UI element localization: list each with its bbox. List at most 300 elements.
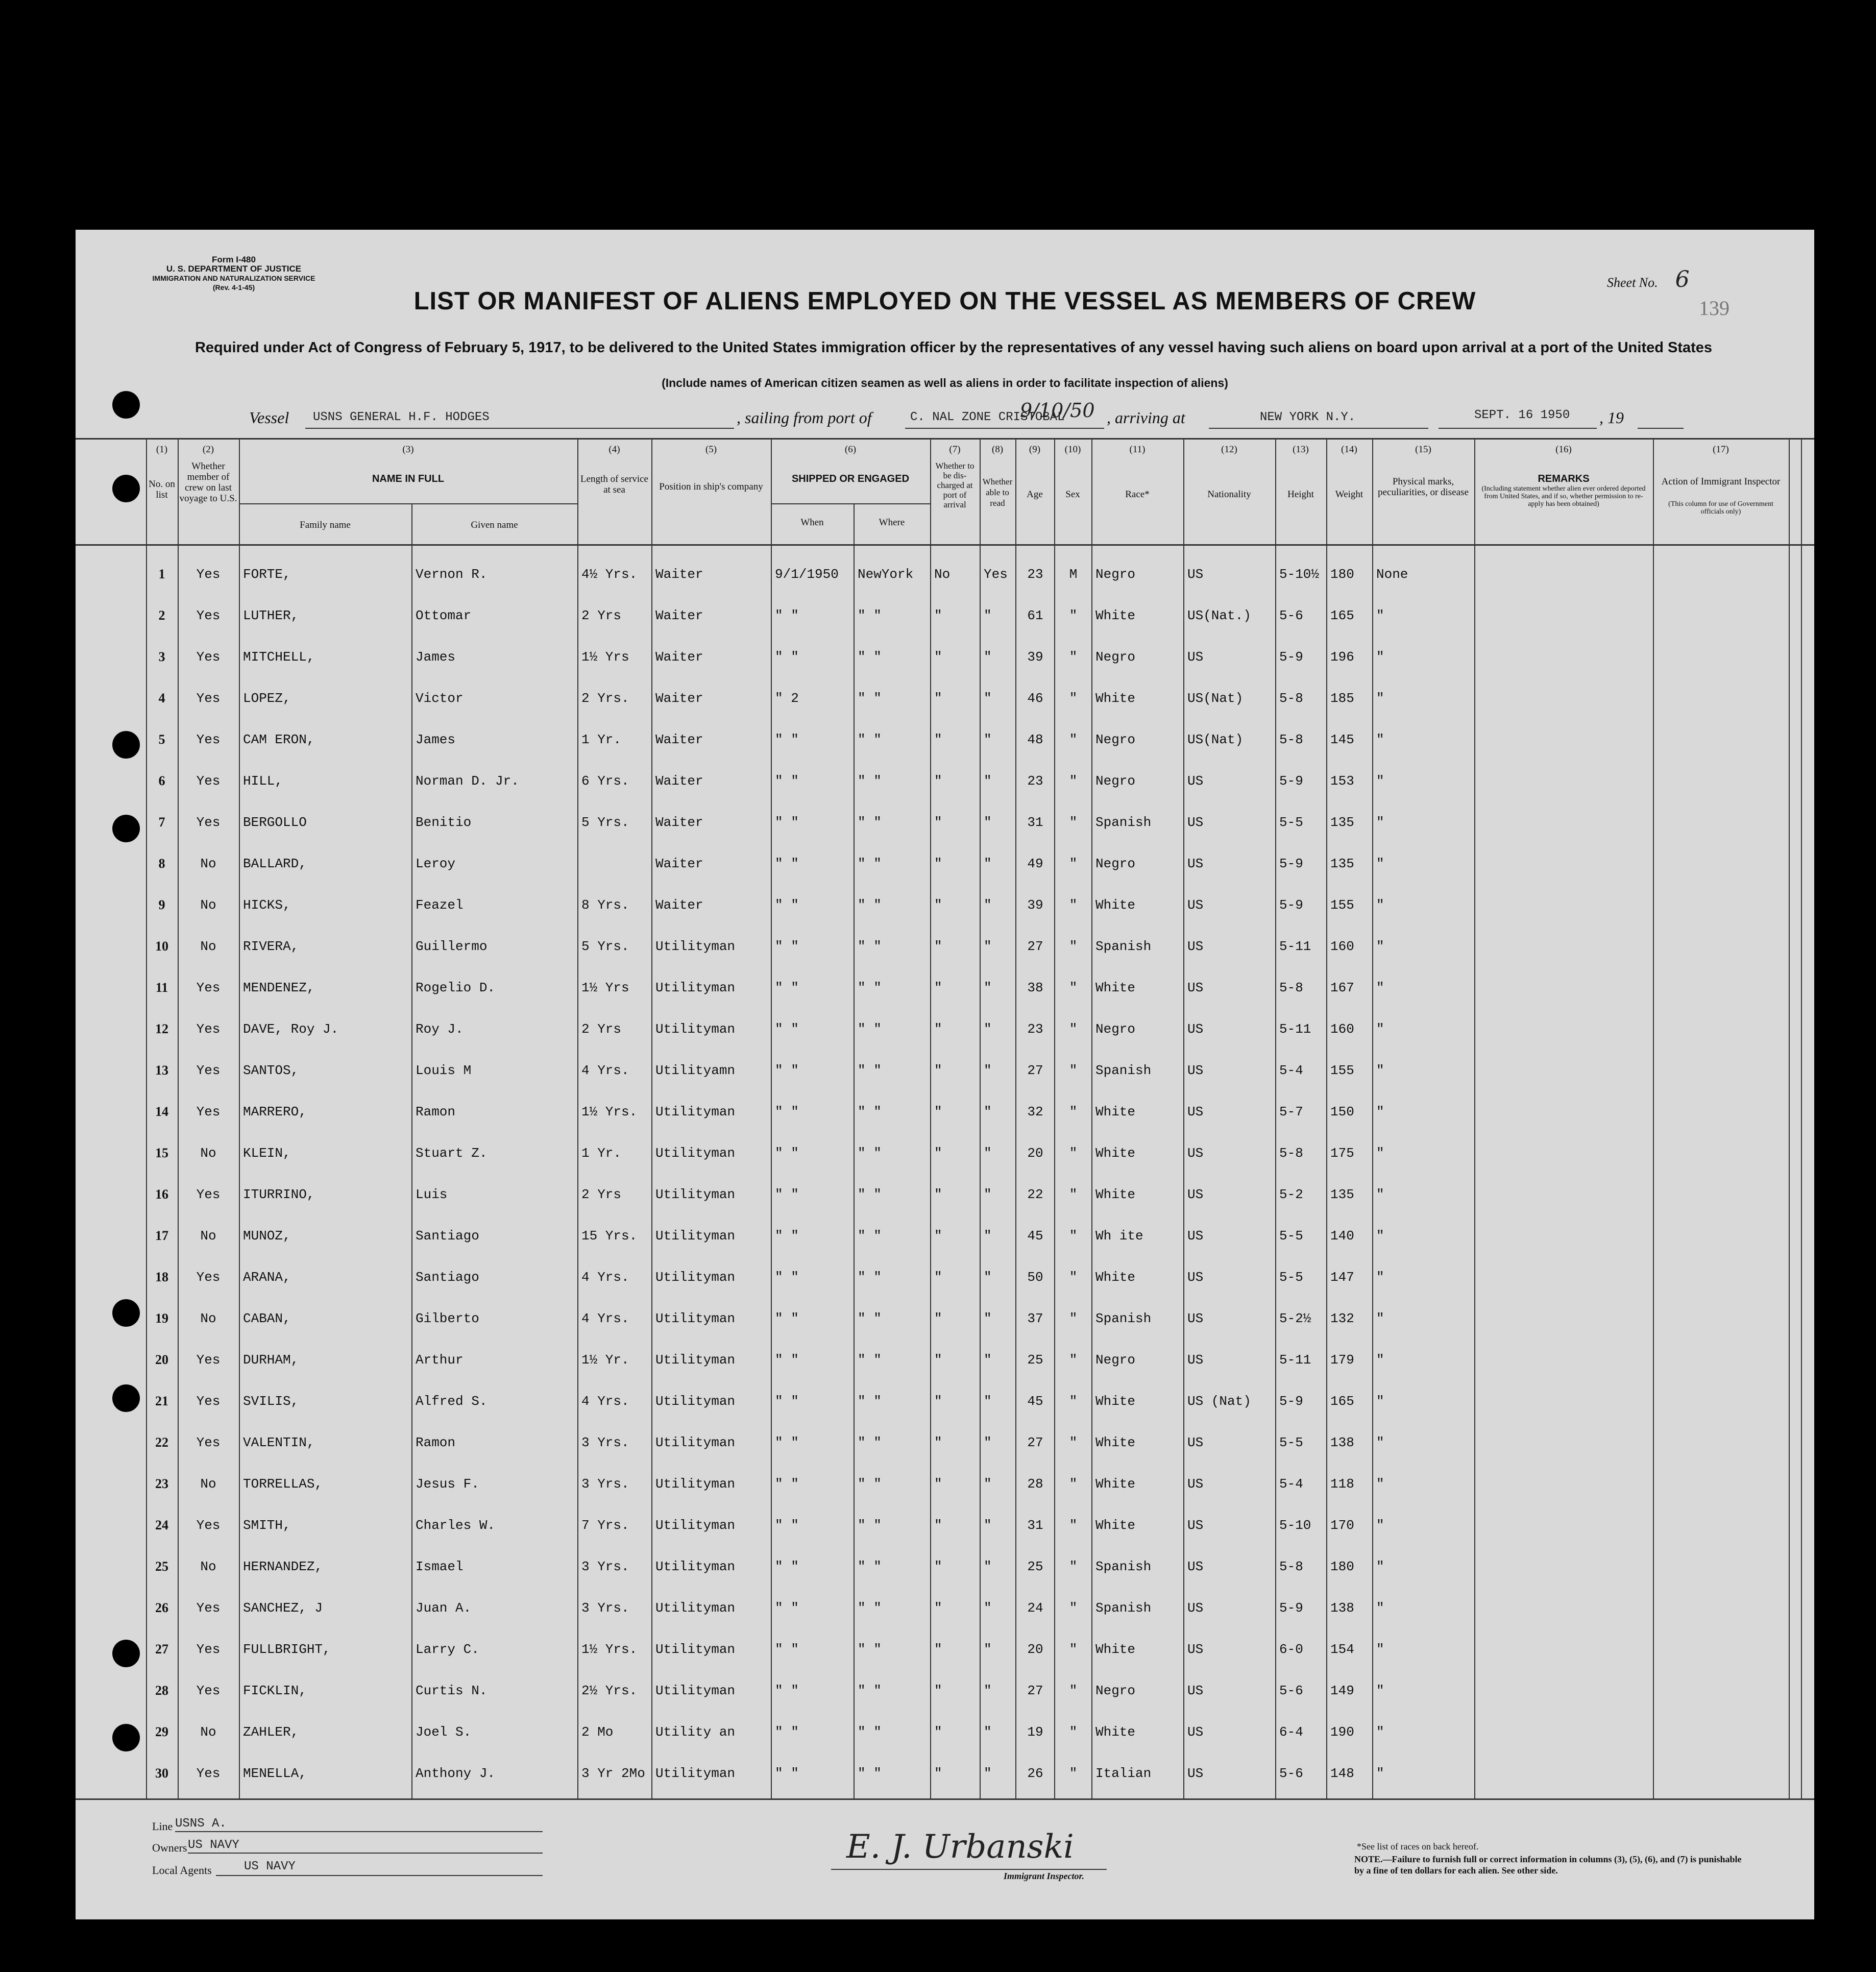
cell-marks: " <box>1376 1063 1384 1078</box>
cell-height: 5-6 <box>1279 1766 1303 1781</box>
cell-family: CAM ERON, <box>243 732 315 747</box>
cell-read: " <box>984 649 992 665</box>
cell-family: ITURRINO, <box>243 1187 315 1202</box>
cell-read: " <box>984 1559 992 1574</box>
cell-read: " <box>984 1435 992 1450</box>
sheet-number: 6 <box>1675 266 1690 293</box>
cell-sex: " <box>1069 1476 1078 1492</box>
cell-sex: " <box>1069 1642 1078 1657</box>
cell-disch: " <box>934 1642 942 1657</box>
cell-where: " " <box>858 732 882 747</box>
cell-when: " " <box>775 1352 799 1368</box>
cell-no: 26 <box>155 1600 168 1615</box>
cell-marks: " <box>1376 1683 1384 1698</box>
cell-disch: " <box>934 1476 942 1492</box>
cell-where: " " <box>858 773 882 789</box>
cell-height: 5-7 <box>1279 1104 1303 1119</box>
table-row <box>76 1589 1814 1630</box>
cell-read: " <box>984 1311 992 1326</box>
cell-sex: " <box>1069 897 1078 913</box>
table-row <box>76 845 1814 886</box>
cell-read: " <box>984 1476 992 1492</box>
cell-sex: " <box>1069 1228 1078 1244</box>
cell-read: " <box>984 1724 992 1740</box>
cell-no: 2 <box>158 608 165 623</box>
cell-nat: US <box>1187 567 1204 582</box>
cell-disch: " <box>934 1146 942 1161</box>
cell-height: 5-8 <box>1279 980 1303 995</box>
cell-sex: M <box>1069 567 1078 582</box>
cell-race: Spanish <box>1095 939 1152 954</box>
cell-height: 5-11 <box>1279 939 1311 954</box>
cell-prev: Yes <box>196 1394 221 1409</box>
header-c3b: Given name <box>471 520 518 530</box>
table-row <box>76 1134 1814 1176</box>
cell-weight: 165 <box>1330 608 1354 623</box>
cell-position: Utilityman <box>655 1146 736 1161</box>
cell-service: 4 Yrs. <box>581 1270 629 1285</box>
cell-when: " " <box>775 1559 799 1574</box>
cell-prev: No <box>200 897 216 913</box>
cell-prev: Yes <box>196 815 221 830</box>
cell-prev: Yes <box>196 1435 221 1450</box>
cell-race: Spanish <box>1095 1063 1152 1078</box>
cell-marks: " <box>1376 897 1384 913</box>
table-row <box>76 1258 1814 1300</box>
cell-disch: " <box>934 1104 942 1119</box>
cell-service: 4 Yrs. <box>581 1063 629 1078</box>
cell-disch: " <box>934 1394 942 1409</box>
table-row <box>76 1630 1814 1672</box>
cell-given: Roy J. <box>416 1021 464 1037</box>
table-row <box>76 1093 1814 1134</box>
cell-family: SANCHEZ, J <box>243 1600 323 1616</box>
inspector-signature: E. J. Urbanski <box>846 1828 1074 1866</box>
cell-service: 2 Yrs <box>581 608 622 623</box>
cell-race: Italian <box>1095 1766 1152 1781</box>
cell-family: SMITH, <box>243 1518 291 1533</box>
cell-marks: " <box>1376 1724 1384 1740</box>
cell-service: 3 Yrs. <box>581 1476 629 1492</box>
cell-height: 5-11 <box>1279 1352 1311 1368</box>
races-note: *See list of races on back hereof. <box>1357 1841 1479 1852</box>
header-c2: Whether member of crew on last voyage to U.S. <box>179 461 237 504</box>
arrival-date: SEPT. 16 1950 <box>1474 408 1570 422</box>
cell-given: James <box>416 649 456 665</box>
cell-nat: US (Nat) <box>1187 1394 1251 1409</box>
cell-nat: US <box>1187 1642 1204 1657</box>
cell-where: " " <box>858 1724 882 1740</box>
agents-label: Local Agents <box>152 1864 212 1877</box>
cell-read: " <box>984 1021 992 1037</box>
cell-family: MENELLA, <box>243 1766 307 1781</box>
cell-when: " " <box>775 1642 799 1657</box>
cell-when: " " <box>775 1435 799 1450</box>
cell-no: 9 <box>158 897 165 912</box>
cell-service: 3 Yrs. <box>581 1600 629 1616</box>
cell-no: 19 <box>155 1311 168 1326</box>
cell-no: 15 <box>155 1146 168 1160</box>
cell-prev: No <box>200 939 216 954</box>
cell-race: White <box>1095 691 1136 706</box>
cell-prev: No <box>200 1559 216 1574</box>
cell-read: " <box>984 1063 992 1078</box>
cell-race: White <box>1095 1104 1136 1119</box>
column-number: (8) <box>991 444 1004 455</box>
cell-where: NewYork <box>858 567 914 582</box>
cell-position: Utilityman <box>655 939 736 954</box>
cell-age: 31 <box>1027 1518 1043 1533</box>
cell-read: " <box>984 1270 992 1285</box>
cell-age: 38 <box>1027 980 1043 995</box>
cell-prev: Yes <box>196 773 221 789</box>
cell-nat: US <box>1187 1518 1204 1533</box>
header-c3: NAME IN FULL <box>372 473 445 484</box>
cell-family: MARRERO, <box>243 1104 307 1119</box>
cell-no: 5 <box>158 732 165 747</box>
cell-sex: " <box>1069 939 1078 954</box>
cell-nat: US <box>1187 1146 1204 1161</box>
cell-family: VALENTIN, <box>243 1435 315 1450</box>
cell-where: " " <box>858 691 882 706</box>
arrival-port: NEW YORK N.Y. <box>1260 410 1356 424</box>
cell-given: Arthur <box>416 1352 464 1368</box>
cell-nat: US <box>1187 1270 1204 1285</box>
cell-weight: 175 <box>1330 1146 1354 1161</box>
cell-family: HERNANDEZ, <box>243 1559 323 1574</box>
cell-disch: " <box>934 1228 942 1244</box>
cell-position: Waiter <box>655 856 703 871</box>
cell-family: MENDENEZ, <box>243 980 315 995</box>
cell-family: BERGOLLO <box>243 815 307 830</box>
cell-sex: " <box>1069 608 1078 623</box>
cell-given: Alfred S. <box>416 1394 488 1409</box>
cell-weight: 155 <box>1330 897 1354 913</box>
cell-given: Curtis N. <box>416 1683 488 1698</box>
cell-read: " <box>984 1766 992 1781</box>
cell-no: 16 <box>155 1187 168 1202</box>
column-number: (17) <box>1713 444 1729 455</box>
cell-sex: " <box>1069 732 1078 747</box>
cell-read: " <box>984 1642 992 1657</box>
cell-sex: " <box>1069 1146 1078 1161</box>
column-number: (3) <box>402 444 414 455</box>
cell-age: 23 <box>1027 567 1043 582</box>
cell-race: Negro <box>1095 567 1136 582</box>
cell-nat: US(Nat) <box>1187 732 1244 747</box>
cell-read: " <box>984 1518 992 1533</box>
table-row <box>76 679 1814 721</box>
cell-position: Waiter <box>655 649 703 665</box>
table-row <box>76 1672 1814 1713</box>
cell-when: " " <box>775 1476 799 1492</box>
cell-position: Utilityman <box>655 1228 736 1244</box>
cell-sex: " <box>1069 1187 1078 1202</box>
cell-prev: Yes <box>196 1683 221 1698</box>
cell-prev: Yes <box>196 1600 221 1616</box>
page-subtitle: Required under Act of Congress of February 5, 1917, to be delivered to the United States immigration officer by the representatives of any vessel having such aliens on board upon arrival at a port of the United States <box>194 339 1713 356</box>
vessel-name: USNS GENERAL H.F. HODGES <box>313 410 490 424</box>
cell-no: 23 <box>155 1476 168 1491</box>
cell-sex: " <box>1069 1435 1078 1450</box>
cell-race: White <box>1095 1724 1136 1740</box>
header-c9: Age <box>1027 489 1043 500</box>
cell-prev: No <box>200 856 216 871</box>
cell-age: 25 <box>1027 1352 1043 1368</box>
cell-when: " " <box>775 1021 799 1037</box>
cell-marks: " <box>1376 1352 1384 1368</box>
cell-prev: Yes <box>196 1187 221 1202</box>
cell-service: 2 Mo <box>581 1724 614 1740</box>
cell-no: 30 <box>155 1766 168 1781</box>
arriving-label: , arriving at <box>1107 408 1185 427</box>
cell-where: " " <box>858 1766 882 1781</box>
cell-race: Spanish <box>1095 815 1152 830</box>
cell-height: 5-4 <box>1279 1476 1303 1492</box>
cell-given: Benitio <box>416 815 472 830</box>
cell-position: Utilityman <box>655 1021 736 1037</box>
cell-where: " " <box>858 608 882 623</box>
cell-when: 9/1/1950 <box>775 567 839 582</box>
cell-no: 17 <box>155 1228 168 1243</box>
cell-disch: " <box>934 773 942 789</box>
cell-weight: 190 <box>1330 1724 1354 1740</box>
cell-nat: US <box>1187 897 1204 913</box>
cell-given: Norman D. Jr. <box>416 773 519 789</box>
cell-sex: " <box>1069 815 1078 830</box>
cell-service: 5 Yrs. <box>581 815 629 830</box>
header-c3a: Family name <box>300 520 351 530</box>
table-row <box>76 1465 1814 1506</box>
cell-nat: US <box>1187 1187 1204 1202</box>
table-row <box>76 1176 1814 1217</box>
cell-sex: " <box>1069 1063 1078 1078</box>
cell-read: " <box>984 773 992 789</box>
cell-no: 4 <box>158 691 165 705</box>
cell-read: " <box>984 980 992 995</box>
cell-when: " " <box>775 1518 799 1533</box>
table-row <box>76 1713 1814 1755</box>
vessel-line <box>249 399 1781 434</box>
cell-disch: " <box>934 1724 942 1740</box>
header-c8: Whether able to read <box>982 477 1013 508</box>
cell-age: 48 <box>1027 732 1043 747</box>
cell-race: White <box>1095 1270 1136 1285</box>
table-row <box>76 1217 1814 1258</box>
header-c12: Nationality <box>1207 489 1251 500</box>
cell-position: Waiter <box>655 773 703 789</box>
cell-nat: US <box>1187 773 1204 789</box>
cell-sex: " <box>1069 1766 1078 1781</box>
column-number: (9) <box>1029 444 1041 455</box>
cell-where: " " <box>858 1187 882 1202</box>
cell-when: " " <box>775 1724 799 1740</box>
column-number: (15) <box>1415 444 1431 455</box>
header-c17note: (This column for use of Government officials only) <box>1668 500 1773 516</box>
cell-where: " " <box>858 1352 882 1368</box>
cell-read: " <box>984 897 992 913</box>
cell-weight: 147 <box>1330 1270 1354 1285</box>
cell-given: Jesus F. <box>416 1476 479 1492</box>
cell-disch: " <box>934 1187 942 1202</box>
cell-age: 49 <box>1027 856 1043 871</box>
cell-race: Negro <box>1095 773 1136 789</box>
cell-age: 37 <box>1027 1311 1043 1326</box>
header-c14: Weight <box>1335 489 1363 500</box>
cell-disch: " <box>934 608 942 623</box>
column-number: (14) <box>1341 444 1357 455</box>
cell-family: LOPEZ, <box>243 691 291 706</box>
cell-nat: US <box>1187 1228 1204 1244</box>
cell-prev: Yes <box>196 980 221 995</box>
cell-marks: " <box>1376 1270 1384 1285</box>
cell-height: 5-8 <box>1279 1559 1303 1574</box>
cell-no: 13 <box>155 1063 168 1078</box>
cell-sex: " <box>1069 856 1078 871</box>
cell-disch: " <box>934 1518 942 1533</box>
cell-marks: " <box>1376 1311 1384 1326</box>
cell-position: Utilityman <box>655 1435 736 1450</box>
cell-sex: " <box>1069 1683 1078 1698</box>
cell-height: 6-0 <box>1279 1642 1303 1657</box>
cell-when: " " <box>775 1146 799 1161</box>
cell-read: " <box>984 1394 992 1409</box>
cell-when: " " <box>775 1683 799 1698</box>
cell-given: Joel S. <box>416 1724 472 1740</box>
cell-nat: US <box>1187 1476 1204 1492</box>
cell-where: " " <box>858 1063 882 1078</box>
table-row <box>76 886 1814 928</box>
cell-age: 27 <box>1027 1063 1043 1078</box>
manifest-sheet <box>76 230 1814 1919</box>
cell-family: MITCHELL, <box>243 649 315 665</box>
cell-position: Waiter <box>655 897 703 913</box>
cell-disch: " <box>934 897 942 913</box>
cell-where: " " <box>858 1476 882 1492</box>
cell-race: White <box>1095 1394 1136 1409</box>
header-c15: Physical marks, peculiarities, or disease <box>1378 476 1469 498</box>
cell-disch: " <box>934 649 942 665</box>
cell-age: 39 <box>1027 897 1043 913</box>
cell-when: " " <box>775 980 799 995</box>
cell-height: 5-9 <box>1279 1600 1303 1616</box>
cell-marks: " <box>1376 856 1384 871</box>
cell-when: " " <box>775 1228 799 1244</box>
cell-race: White <box>1095 1642 1136 1657</box>
cell-position: Utilityman <box>655 1270 736 1285</box>
punch-hole <box>112 391 140 419</box>
cell-age: 61 <box>1027 608 1043 623</box>
cell-race: White <box>1095 980 1136 995</box>
cell-service: 3 Yrs. <box>581 1559 629 1574</box>
cell-marks: " <box>1376 1104 1384 1119</box>
cell-when: " " <box>775 1766 799 1781</box>
cell-age: 26 <box>1027 1766 1043 1781</box>
table-row <box>76 804 1814 845</box>
cell-no: 10 <box>155 939 168 954</box>
cell-disch: " <box>934 1435 942 1450</box>
cell-height: 5-9 <box>1279 649 1303 665</box>
cell-nat: US <box>1187 1559 1204 1574</box>
cell-family: DAVE, Roy J. <box>243 1021 339 1037</box>
cell-family: SVILIS, <box>243 1394 299 1409</box>
cell-when: " " <box>775 1104 799 1119</box>
cell-height: 5-5 <box>1279 815 1303 830</box>
cell-position: Utilityman <box>655 1352 736 1368</box>
penalty-note: NOTE.—Failure to furnish full or correct information in columns (3), (5), (6), and (7) is punishable by a fine of ten dollars for each alien. See other side. <box>1354 1854 1742 1876</box>
cell-given: Vernon R. <box>416 567 488 582</box>
cell-height: 5-5 <box>1279 1435 1303 1450</box>
cell-nat: US <box>1187 980 1204 995</box>
table-row <box>76 928 1814 969</box>
cell-position: Utilityman <box>655 1311 736 1326</box>
table-row <box>76 1300 1814 1341</box>
header-c16note: (Including statement whether alien ever ordered deported from United States, and if so, whether permission to re-apply has been obtained) <box>1481 485 1646 508</box>
cell-nat: US <box>1187 1104 1204 1119</box>
cell-where: " " <box>858 897 882 913</box>
cell-disch: " <box>934 980 942 995</box>
cell-sex: " <box>1069 980 1078 995</box>
cell-sex: " <box>1069 1518 1078 1533</box>
cell-marks: " <box>1376 1394 1384 1409</box>
table-row <box>76 1548 1814 1589</box>
cell-race: Negro <box>1095 649 1136 665</box>
header-c13: Height <box>1287 489 1314 500</box>
cell-nat: US <box>1187 815 1204 830</box>
cell-prev: Yes <box>196 1766 221 1781</box>
cell-race: Spanish <box>1095 1559 1152 1574</box>
cell-weight: 135 <box>1330 815 1354 830</box>
cell-family: HILL, <box>243 773 283 789</box>
cell-when: " " <box>775 856 799 871</box>
form-dept: U. S. DEPARTMENT OF JUSTICE <box>166 264 302 274</box>
cell-marks: " <box>1376 815 1384 830</box>
cell-family: SANTOS, <box>243 1063 299 1078</box>
cell-prev: No <box>200 1724 216 1740</box>
cell-nat: US(Nat) <box>1187 691 1244 706</box>
cell-family: CABAN, <box>243 1311 291 1326</box>
column-number: (2) <box>202 444 214 455</box>
cell-family: FORTE, <box>243 567 291 582</box>
cell-race: White <box>1095 1518 1136 1533</box>
cell-read: Yes <box>984 567 1008 582</box>
header-c5: Position in ship's company <box>659 481 763 492</box>
cell-sex: " <box>1069 773 1078 789</box>
cell-family: LUTHER, <box>243 608 299 623</box>
sheet-label: Sheet No. <box>1607 275 1658 290</box>
cell-family: BALLARD, <box>243 856 307 871</box>
cell-no: 11 <box>155 980 168 995</box>
cell-height: 5-8 <box>1279 691 1303 706</box>
cell-read: " <box>984 1600 992 1616</box>
cell-age: 45 <box>1027 1394 1043 1409</box>
cell-height: 5-9 <box>1279 1394 1303 1409</box>
cell-given: James <box>416 732 456 747</box>
cell-age: 23 <box>1027 773 1043 789</box>
cell-prev: No <box>200 1476 216 1492</box>
column-number: (6) <box>844 444 857 455</box>
column-number: (5) <box>705 444 717 455</box>
cell-weight: 132 <box>1330 1311 1354 1326</box>
cell-given: Ismael <box>416 1559 464 1574</box>
cell-marks: " <box>1376 608 1384 623</box>
cell-read: " <box>984 1187 992 1202</box>
cell-nat: US <box>1187 1683 1204 1698</box>
table-row <box>76 1010 1814 1052</box>
cell-race: Negro <box>1095 1021 1136 1037</box>
cell-weight: 185 <box>1330 691 1354 706</box>
cell-read: " <box>984 691 992 706</box>
